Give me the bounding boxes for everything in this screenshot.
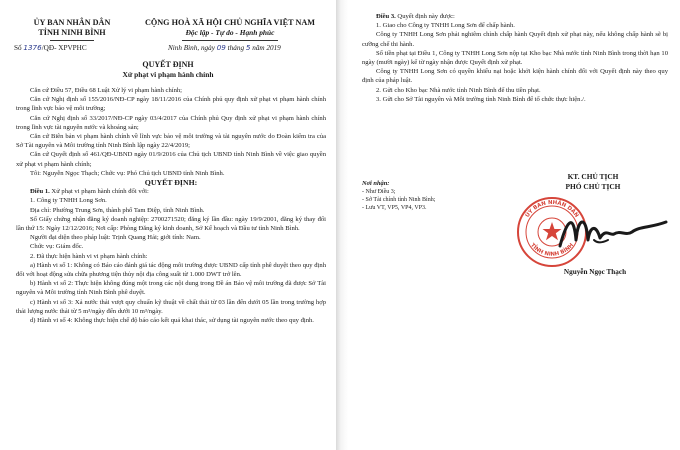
recipients-label: Nơi nhận: — [362, 180, 390, 187]
seal-ring-bottom: TỈNH NINH BÌNH — [529, 242, 575, 258]
signature-line-2: PHÓ CHỦ TỊCH — [565, 182, 621, 191]
recipients-block — [362, 180, 512, 212]
decision-heading: QUYẾT ĐỊNH: — [144, 178, 198, 188]
article-item: 2. Đã thực hiện hành vi vi phạm hành chính: — [30, 252, 148, 260]
document-date: Ninh Bình, ngày 09 tháng 5 năm 2019 — [168, 43, 281, 52]
article-item: 1. Công ty TNHH Long Sơn. — [30, 197, 107, 205]
article-item: Chức vụ: Giám đốc. — [30, 243, 84, 251]
signature-title — [508, 172, 678, 192]
nation-motto: Độc lập - Tự do - Hạnh phúc — [185, 28, 275, 37]
seal-ring-top: ỦY BAN NHÂN DÂN — [524, 199, 580, 219]
handwritten-number: 1376 — [23, 43, 42, 52]
handwritten-day: 09 — [216, 43, 226, 52]
article-item: a) Hành vi số 1: Không có Báo cáo đánh giá tác động môi trường được UBND cấp tỉnh phê duyệt theo quy định đối với hoạt động sửa chữa phương tiện thủy nội địa công suất từ 1.000 DWT trở lên. — [16, 261, 326, 279]
article-item: Số tiền phạt tại Điều 1, Công ty TNHH Long Sơn nộp tại Kho bạc Nhà nước tỉnh Ninh Bình trong thời hạn 10 ngày (mười ngày) kể từ ngày nhận được Quyết định xử phạt. — [362, 49, 668, 67]
document-body-left — [16, 86, 326, 325]
article-1-heading: Điều 1. Xử phạt vi phạm hành chính đối với: — [30, 188, 149, 196]
issuing-authority — [20, 18, 124, 41]
signature-line-1: KT. CHỦ TỊCH — [567, 172, 619, 181]
authority-line-2: TỈNH NINH BÌNH — [38, 28, 106, 37]
authority-underline — [50, 40, 94, 41]
nation-name: CỘNG HOÀ XÃ HỘI CHỦ NGHĨA VIỆT NAM — [144, 18, 316, 27]
preamble-line: Căn cứ Điều 57, Điều 68 Luật Xử lý vi phạm hành chính; — [30, 87, 182, 94]
recipient-item: - Sở Tài chính tỉnh Ninh Bình; — [362, 197, 436, 203]
article-item: Công ty TNHH Long Sơn có quyền khiếu nại hoặc khởi kiện hành chính đối với Quyết định này theo quy định của pháp luật. — [362, 68, 668, 85]
article-3-heading: Điều 3. Quyết định này được: — [376, 13, 455, 20]
preamble-line: Căn cứ Nghị định số 33/2017/NĐ-CP ngày 03/4/2017 của Chính phủ Quy định xử phạt vi phạm hành chính trong lĩnh vực tài nguyên nước và khoáng sản; — [16, 114, 326, 131]
article-item: 2. Gửi cho Kho bạc Nhà nước tỉnh Ninh Bình để thu tiền phạt. — [376, 86, 541, 94]
recipient-item: - Lưu VT, VP5, VP4, VP3. — [362, 205, 427, 211]
preamble-line: Căn cứ Quyết định số 461/QĐ-UBND ngày 01/9/2016 của Chủ tịch UBND tỉnh Ninh Bình về việc giao quyền xử phạt vi phạm hành chính; — [16, 151, 326, 168]
preamble-line: Căn cứ Biên bản vi phạm hành chính về lĩnh vực bảo vệ môi trường và tài nguyên nước do Đoàn kiểm tra của Sở Tài nguyên và Môi trường tỉnh Ninh Bình lập ngày 22/4/2019; — [16, 133, 326, 150]
article-item: c) Hành vi số 3: Xả nước thải vượt quy chuẩn kỹ thuật về chất thải từ 03 lần đến dưới 05 lần trong trường hợp thải lượng nước thải từ 5 m³/ngày đến dưới 10 m³/ngày. — [16, 298, 326, 315]
document-number: Số 1376/QĐ- XPVPHC — [14, 43, 87, 52]
recipient-item: - Như Điều 3; — [362, 189, 396, 195]
document-body-right — [362, 12, 668, 104]
article-item: 1. Giao cho Công ty TNHH Long Sơn để chấp hành. — [376, 22, 515, 30]
handwritten-signature-icon — [554, 206, 674, 262]
national-motto — [128, 18, 332, 41]
preamble-line: Tôi: Nguyễn Ngọc Thạch; Chức vụ: Phó Chủ tịch UBND tỉnh Ninh Bình. — [30, 169, 225, 177]
preamble-line: Căn cứ Nghị định số 155/2016/NĐ-CP ngày 18/11/2016 của Chính phủ quy định xử phạt vi phạm hành chính trong lĩnh vực bảo vệ môi trường; — [16, 96, 326, 113]
article-item: b) Hành vi số 2: Thực hiện không đúng một trong các nội dung trong Đề án Bảo vệ môi trường đã được Sở Tài nguyên và Môi trường tỉnh Ninh Bình phê duyệt. — [16, 280, 326, 297]
document-subtitle: Xử phạt vi phạm hành chính — [122, 70, 214, 79]
article-item: d) Hành vi số 4: Không thực hiện chế độ báo cáo kết quả khai thác, sử dụng tài nguyên nước theo quy định. — [30, 317, 314, 325]
article-item: Công ty TNHH Long Sơn phải nghiêm chỉnh chấp hành Quyết định xử phạt này, nếu không chấp hành sẽ bị cưỡng chế thi hành. — [362, 31, 668, 48]
signer-name: Nguyễn Ngọc Thạch — [563, 268, 627, 276]
article-item: Địa chỉ: Phường Trung Sơn, thành phố Tam Điệp, tỉnh Ninh Bình. — [30, 206, 205, 214]
document-title: QUYẾT ĐỊNH — [142, 60, 194, 69]
motto-underline — [182, 40, 278, 41]
authority-line-1: ỦY BAN NHÂN DÂN — [33, 18, 111, 27]
handwritten-month: 5 — [245, 43, 251, 52]
document-page-left — [0, 0, 336, 450]
article-item: Số Giấy chứng nhận đăng ký doanh nghiệp: 2700271520; đăng ký lần đầu: ngày 19/9/2001, đăng ký thay đổi lần thứ 15: Ngày 12/12/2016; Nơi cấp: Phòng Đăng ký kinh doanh, Sở Kế hoạch và Đầu tư tỉnh Ninh Bình. — [16, 215, 326, 233]
article-item: 3. Gửi cho Sở Tài nguyên và Môi trường tỉnh Ninh Bình để tổ chức thực hiện./. — [376, 95, 586, 103]
document-page-right — [348, 0, 680, 450]
article-item: Người đại diện theo pháp luật: Trịnh Quang Hải; giới tính: Nam. — [30, 234, 201, 242]
page-gap — [336, 0, 348, 450]
